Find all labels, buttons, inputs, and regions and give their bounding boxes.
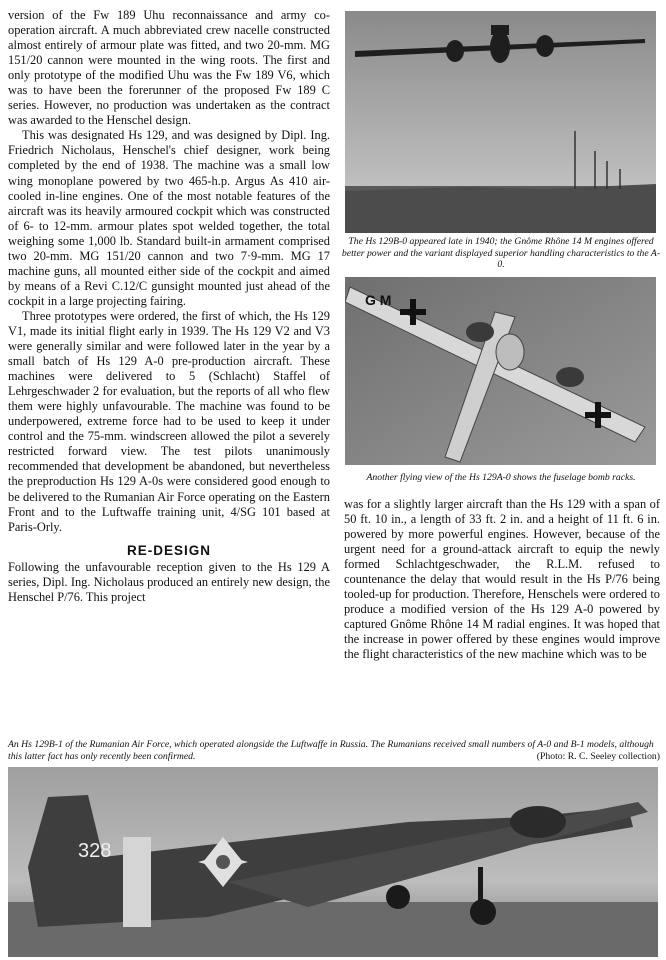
body-paragraph-2: This was designated Hs 129, and was designed by Dipl. Ing. Friedrich Nicholaus, Henschel's chief designer, work being completed by the end of 1938. The machine was a small low wing monoplane powered by two 465-h.p. Argus As 410 air-cooled in-line engines. One of the most notable features of the aircraft was its heavily armoured cockpit which was constructed of 6- to 12-mm. armour plates spot welded together, the total weighing some 1,000 lb. Standard built-in armament comprised two 20-mm. MG 151/20 cannon and two 7·9-mm. MG 17 machine guns, all mounted either side of the cockpit and aimed by means of a Revi C.12/C gunsight mounted just ahead of the cockpit in a large projecting fairing.	[8, 128, 330, 308]
photo-hs129b1-rumanian	[8, 767, 658, 957]
body-paragraph-4: Following the unfavourable reception given to the Hs 129 A series, Dipl. Ing. Nicholaus produced an entirely new design, the Henschel P/76. This project	[8, 559, 330, 604]
aircraft-codes: G M	[365, 292, 392, 308]
photo-credit: (Photo: R. C. Seeley collection)	[536, 750, 660, 762]
aircraft-number: 328	[78, 840, 112, 862]
caption-photo-2: Another flying view of the Hs 129A-0 shows the fuselage bomb racks.	[366, 472, 636, 483]
body-paragraph-3: Three prototypes were ordered, the first of which, the Hs 129 V1, made its initial flight early in 1939. The Hs 129 V2 and V3 were generally similar and were followed later in the year by a small batch of Hs 129 A-0 pre-production aircraft. These machines were delivered to 5 (Schlacht) Staffel of Lehrgeschwader 2 for evaluation, but the reports of all who flew them were highly unfavourable. The machine was found to be underpowered, extreme force had to be used to keep it under control and the 75-mm. windscreen allowed the pilot a severely restricted forward view. The test pilots unanimously recommended that development be abandoned, but nevertheless the preproduction Hs 129 A-0s were considered good enough to be delivered to the Rumanian Air Force operating on the Eastern Front and to the Luftwaffe training unit, 4/SG 101 based at Paris-Orly.	[8, 308, 330, 534]
caption-photo-3-text: An Hs 129B-1 of the Rumanian Air Force, which operated alongside the Luftwaffe in Russia. The Rumanians received small numbers of A-0 and B-1 models, although this latter fact has only recently been confirmed.	[8, 739, 654, 762]
body-paragraph-right: was for a slightly larger aircraft than the Hs 129 with a span of 50 ft. 10 in., a length of 33 ft. 2 in. and a height of 11 ft. 6 in. powered by more powerful engines. However, because of the urgent need for a ground-attack aircraft to equip the newly formed Schlachtgeschwader, the R.L.M. refused to countenance the delay that would result in the Hs P/76 being tooled-up for production. Therefore, Henschels were ordered to produce a modified version of the Hs 129 A-0 powered by captured Gnôme Rhône 14 M radial engines. It was hoped that the increase in power offered by these engines would improve the flight characteristics of the new machine which was to be	[344, 497, 660, 662]
caption-photo-3	[8, 739, 660, 762]
body-paragraph-1: version of the Fw 189 Uhu reconnaissance and army co-operation aircraft. A much abbreviated crew nacelle constructed almost entirely of armour plate was fitted, and two 20-mm. MG 151/20 cannon were mounted in the wing roots. The first and only prototype of the modified Uhu was the Fw 189 V6, which was to have been the forerunner of the proposed Fw 189 C series. However, no production was undertaken as the contract was awarded to the Henschel design.	[8, 8, 330, 128]
caption-photo-1: The Hs 129B-0 appeared late in 1940; the Gnôme Rhône 14 M engines offered better power and the variant displayed superior handling characteristics to the A-0.	[341, 236, 661, 270]
left-column	[8, 8, 330, 605]
photo-hs129b0-flight	[345, 11, 656, 233]
right-column	[344, 497, 660, 663]
photo-hs129b0-image	[345, 11, 656, 233]
photo-hs129a0-image	[345, 277, 656, 465]
section-heading: RE-DESIGN	[126, 542, 211, 558]
photo-hs129b1-image	[8, 767, 658, 957]
photo-hs129a0-underside	[345, 277, 656, 465]
